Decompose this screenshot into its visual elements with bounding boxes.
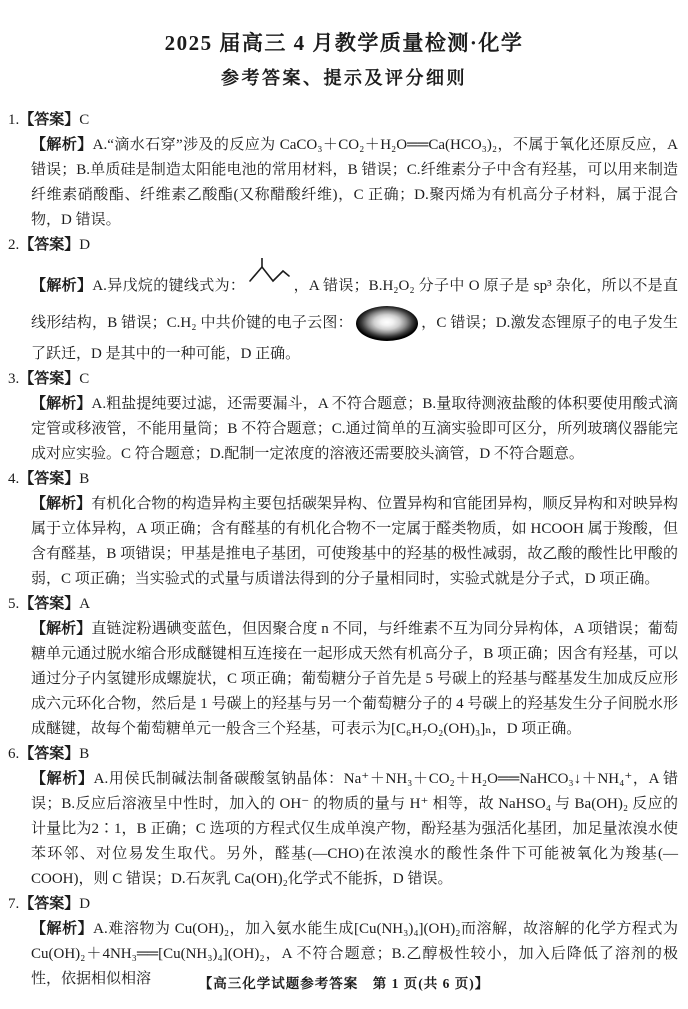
answer-line [8,592,678,617]
item-number: 1. [8,112,20,128]
page-header [0,0,688,92]
answer-item [8,108,678,233]
analysis-text: A.异戊烷的键线式为： [92,278,246,294]
analysis-label: 【解析】 [31,278,93,294]
page-footer: 【高三化学试题参考答案 第 1 页(共 6 页)】 [198,976,490,991]
item-number: 3. [8,371,20,387]
answer-value: B [79,746,90,762]
analysis-text: 直链淀粉遇碘变蓝色，但因聚合度 n 不同，与纤维素不互为同分异构体，A 项错误；葡萄糖单元通过脱水缩合形成醚键相互连接在一起形成天然有机高分子，B 项正确；因含有羟基，可以通过分子内氢键形成螺旋状，C 项正确；葡萄糖分子首先是 5 号碳上的羟基与醛基发生加成反应形成六元环化合物，然后是 1 号碳上的羟基与另一个葡萄糖分子的 4 号碳上的羟基发生分子间脱水形成醚键，故每个葡萄糖单元一般含三个羟基，可表示为[C₆H₇O₂(OH)₃]ₙ，D 项正确。 [31,621,678,737]
item-number: 7. [8,896,20,912]
item-number: 2. [8,237,20,253]
analysis-text: A.“滴水石穿”涉及的反应为 CaCO₃＋CO₂＋H₂O══Ca(HCO₃)₂，不属于氧化还原反应，A 错误；B.单质硅是制造太阳能电池的常用材料，B 错误；C.纤维素分子中含有羟基，可以用来制造纤维素硝酸酯、纤维素乙酸酯(又称醋酸纤维)，C 正确；D.聚丙烯为有机高分子材料，属于混合物，D 错误。 [31,137,678,228]
analysis-label: 【解析】 [31,621,92,637]
analysis-text: 有机化合物的构造异构主要包括碳架异构、位置异构和官能团异构，顺反异构和对映异构属于立体异构，A 项正确；含有醛基的有机化合物不一定属于醛类物质，如 HCOOH 属于羧酸，但含有醛基，B 项错误；甲基是推电子基团，可使羧基中的羟基的极性减弱，故乙酸的酸性比甲酸的弱，C 项正确；当实验式的式量与质谱法得到的分子量相同时，实验式就是分子式，D 项正确。 [31,496,678,587]
page-title: 2025 届高三 4 月教学质量检测·化学 [164,31,524,55]
analysis-paragraph [31,492,678,592]
isopentane-skeletal-structure-image [247,258,291,305]
answer-line [8,108,678,133]
answer-line [8,892,678,917]
answer-label: 【答案】 [19,371,80,387]
answer-label: 【答案】 [19,896,80,912]
answer-value: C [79,371,90,387]
answer-line [8,742,678,767]
analysis-label: 【解析】 [31,396,92,412]
hydrogen-covalent-bond-electron-cloud-image [356,306,418,341]
answer-value: C [79,112,90,128]
page-subtitle: 参考答案、提示及评分细则 [221,68,467,88]
answer-line [8,467,678,492]
answer-line [8,367,678,392]
analysis-text: ，A 错误；B.H₂O₂ 分子中 O 原子是 sp³ 杂化，所以不是直线形结构，B 错误；C.H₂ 中共价键的电子云图： [31,278,678,331]
analysis-label: 【解析】 [31,137,93,153]
answer-item [8,592,678,742]
answer-item [8,233,678,367]
answer-item [8,367,678,467]
answer-label: 【答案】 [19,237,80,253]
analysis-paragraph [31,133,678,233]
analysis-paragraph [31,617,678,742]
analysis-text: A.粗盐提纯要过滤，还需要漏斗，A 不符合题意；B.量取待测液盐酸的体积要使用酸式滴定管或移液管，不能用量筒；B 不符合题意；C.通过简单的互滴实验即可区分，所列玻璃仪器能完成对应实验。C 符合题意；D.配制一定浓度的溶液还需要胶头滴管，D 不符合题意。 [31,396,678,462]
answer-list [0,92,688,992]
analysis-text: A.难溶物为 Cu(OH)₂，加入氨水能生成[Cu(NH₃)₄](OH)₂而溶解，故溶解的化学方程式为Cu(OH)₂＋4NH₃══[Cu(NH₃)₄](OH)₂，A 不符合题意；B.乙醇极性较小，加入后降低了溶剂的极性，依据相似相溶 [31,921,678,987]
answer-value: B [79,471,90,487]
analysis-text: ，C 错误；D.激发态锂原子的电子发生了跃迁，D 是其中的一种可能，D 正确。 [31,314,679,362]
answer-item [8,742,678,892]
item-number: 5. [8,596,20,612]
analysis-text: A.用侯氏制碱法制备碳酸氢钠晶体：Na⁺＋NH₃＋CO₂＋H₂O══NaHCO₃↓＋NH₄⁺，A 错误；B.反应后溶液呈中性时，加入的 OH⁻ 的物质的量与 H⁺ 相等，故 NaHSO₄ 与 Ba(OH)₂ 反应的计量比为2∶1，B 正确；C 选项的方程式仅生成单溴产物，酚羟基为强活化基团，加足量浓溴水使苯环邻、对位易发生取代。另外，醛基(—CHO)在浓溴水的酸性条件下可能被氧化为羧基(—COOH)，则 C 错误；D.石灰乳 Ca(OH)₂化学式不能拆，D 错误。 [31,771,678,887]
item-number: 6. [8,746,20,762]
analysis-label: 【解析】 [31,496,92,512]
analysis-label: 【解析】 [31,921,94,937]
answer-label: 【答案】 [19,471,80,487]
answer-item [8,467,678,592]
item-number: 4. [8,471,20,487]
answer-value: A [79,596,91,612]
answer-label: 【答案】 [19,112,80,128]
analysis-paragraph [31,258,678,367]
answer-line [8,233,678,258]
analysis-paragraph [31,392,678,467]
answer-label: 【答案】 [19,596,80,612]
analysis-paragraph [31,767,678,892]
analysis-label: 【解析】 [31,771,94,787]
answer-value: D [79,237,91,253]
answer-value: D [79,896,91,912]
answer-label: 【答案】 [19,746,80,762]
